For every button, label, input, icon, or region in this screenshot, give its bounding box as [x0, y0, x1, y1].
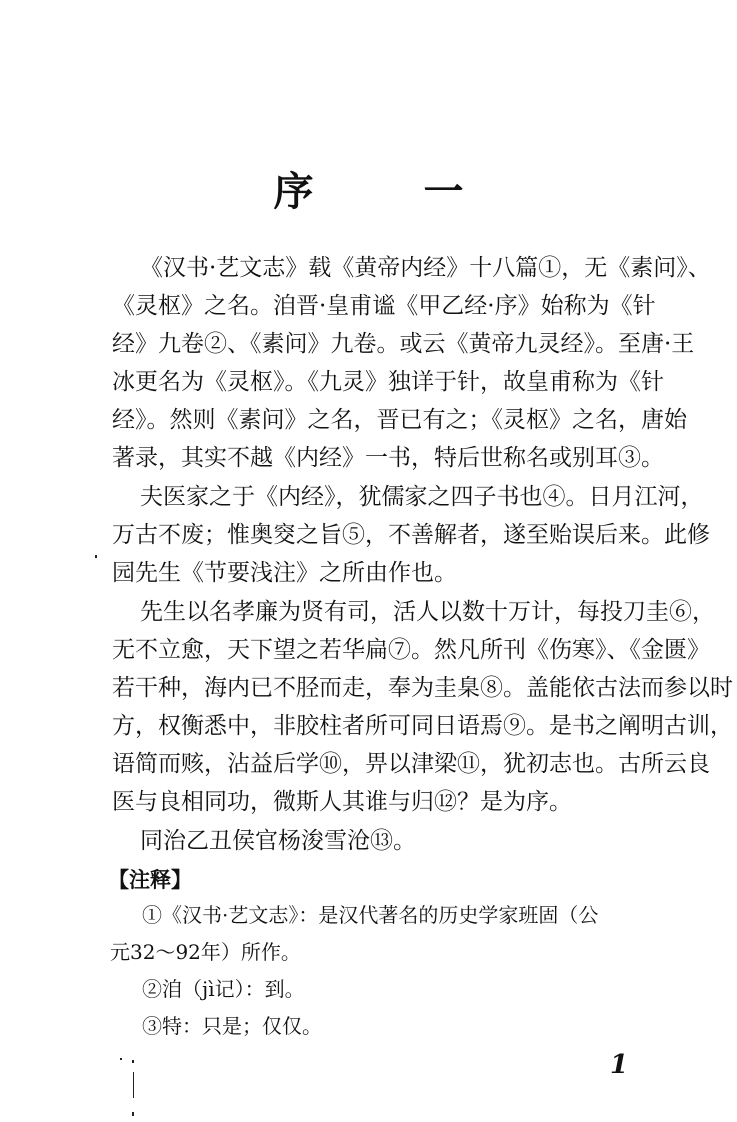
scan-speck	[95, 555, 97, 558]
body-line: 经》。然则《素问》之名，晋已有之；《灵枢》之名，唐始	[112, 407, 687, 433]
body-line: 无不立愈，天下望之若华扁⑦。然凡所刊《伤寒》、《金匮》	[112, 637, 710, 663]
note-line: ③特：只是；仅仅。	[142, 1014, 322, 1038]
body-line: 语简而赅，沾益后学⑩，畀以津梁⑪，犹初志也。古所云良	[112, 751, 710, 777]
body-line: 《灵枢》之名。洎晋·皇甫谧《甲乙经·序》始称为《针	[112, 293, 656, 319]
body-line: 夫医家之于《内经》，犹儒家之四子书也④。日月江河，	[140, 484, 704, 510]
scan-speck	[132, 1112, 134, 1116]
body-line: 先生以名孝廉为贤有司，活人以数十万计，每投刀圭⑥，	[140, 599, 715, 625]
scan-line	[133, 1072, 134, 1098]
body-line: 《汉书·艺文志》载《黄帝内经》十八篇①，无《素问》、	[140, 255, 711, 281]
body-line: 著录，其实不越《内经》一书，特后世称名或别耳③。	[112, 445, 664, 471]
body-line: 万古不废；惟奥窔之旨⑤，不善解者，遂至贻误后来。此修	[112, 522, 710, 548]
page-title: 序 一	[273, 168, 512, 215]
body-line: 方，权衡悉中，非胶柱者所可同日语焉⑨。是书之阐明古训，	[112, 713, 733, 739]
scan-speck	[120, 1058, 122, 1060]
note-line: ①《汉书·艺文志》：是汉代著名的历史学家班固（公	[142, 903, 599, 927]
note-line: 元32～92年）所作。	[110, 940, 301, 964]
body-line: 经》九卷②、《素问》九卷。或云《黄帝九灵经》。至唐·王	[112, 331, 695, 357]
page-number: 1	[610, 1050, 629, 1080]
body-line: 医与良相同功，微斯人其谁与归⑫？是为序。	[112, 789, 572, 815]
notes-heading: 【注释】	[108, 867, 192, 892]
body-line: 若干种，海内已不胫而走，奉为圭臬⑧。盖能依古法而参以时	[112, 675, 733, 701]
note-line: ②洎（jì记）：到。	[142, 977, 305, 1001]
body-line: 冰更名为《灵枢》。《九灵》独详于针，故皇甫称为《针	[112, 369, 664, 395]
body-line: 园先生《节要浅注》之所由作也。	[112, 560, 457, 586]
scan-speck	[132, 1060, 134, 1063]
signature-line: 同治乙丑侯官杨浚雪沧⑬。	[140, 828, 416, 854]
